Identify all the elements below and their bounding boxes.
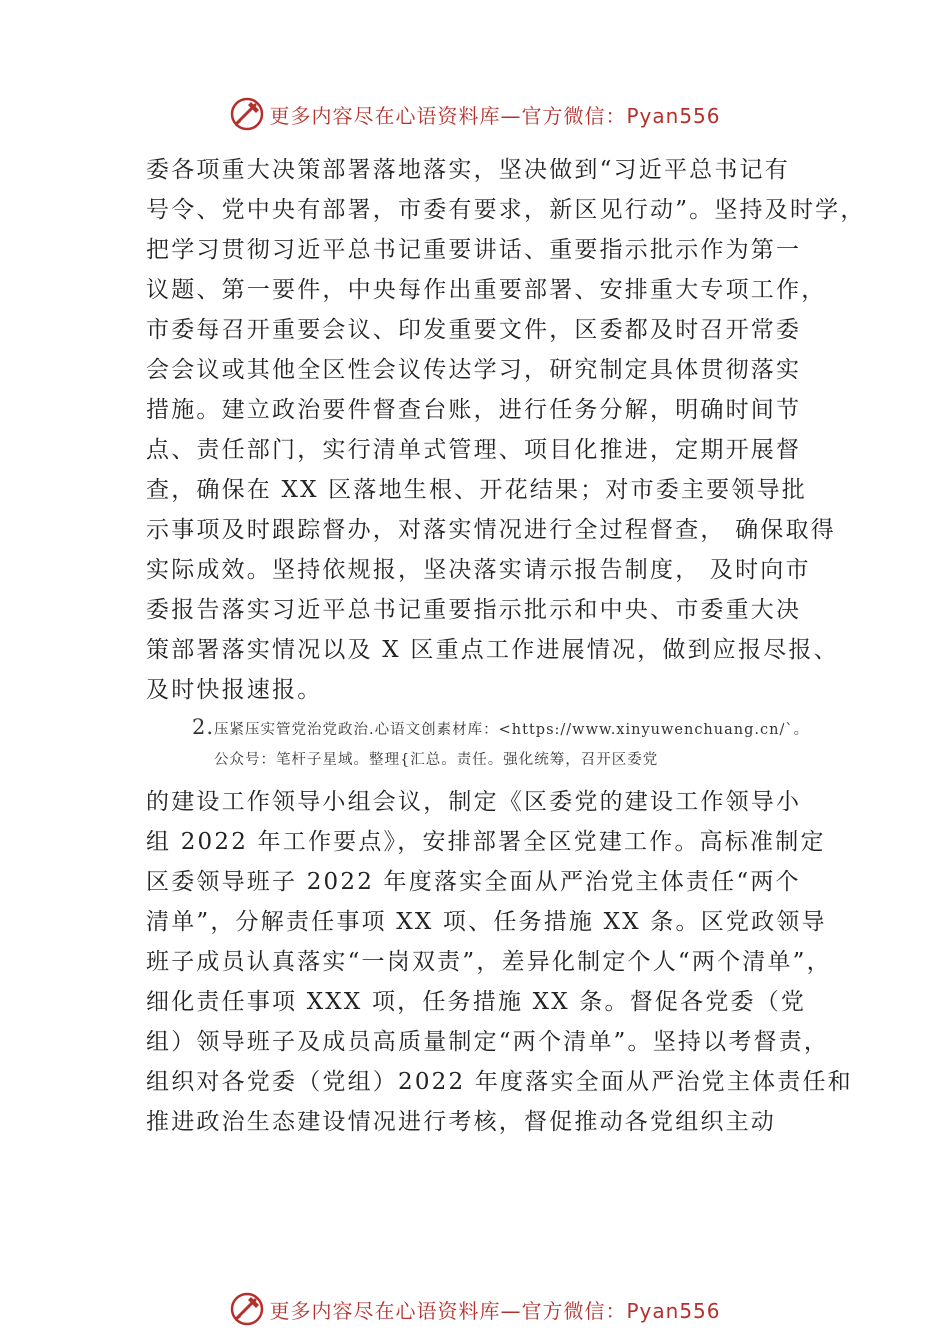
paragraph-1-line: 实际成效。坚持依规报，坚决落实请示报告制度， 及时向市 [146,557,811,583]
paragraph-1-line: 号令、党中央有部署，市委有要求，新区见行动”。坚持及时学， [146,197,866,223]
header-banner [0,92,950,136]
reference-line-1: 压紧压实管党治党政治.心语文创素材库：<https://www.xinyuwenchuang.cn/`。 [214,722,810,738]
paragraph-2 [146,782,853,1142]
paragraph-2-line: 区委领导班子 2022 年度落实全面从严治党主体责任“两个 [146,869,801,895]
header-wechat-id: Pyan556 [626,103,721,128]
paragraph-1-line: 示事项及时跟踪督办，对落实情况进行全过程督查， 确保取得 [146,517,836,543]
footer-wechat-id: Pyan556 [626,1298,721,1323]
paragraph-1-line: 市委每召开重要会议、印发重要文件，区委都及时召开常委 [146,317,802,343]
paragraph-1-line: 及时快报速报。 [146,677,323,703]
paragraph-2-line: 组织对各党委（党组）2022 年度落实全面从严治党主体责任和 [146,1069,853,1095]
footer-banner-text: 更多内容尽在心语资料库—官方微信： [269,1298,627,1323]
reference-line-2: 公众号：笔杆子星域。整理{汇总。责任。强化统筹，召开区委党 [214,752,659,768]
pen-circle-logo-icon [229,1291,265,1327]
paragraph-2-line: 细化责任事项 XXX 项，任务措施 XX 条。督促各党委（党 [146,989,807,1015]
pen-circle-logo-icon [229,96,265,132]
paragraph-1-line: 点、责任部门，实行清单式管理、项目化推进，定期开展督 [146,437,802,463]
section-number: 2. [192,715,215,739]
footer-banner [0,1287,950,1331]
paragraph-1-line: 委各项重大决策部署落地落实，坚决做到“习近平总书记有 [146,157,790,183]
header-banner-text: 更多内容尽在心语资料库—官方微信： [269,103,627,128]
paragraph-1-line: 查，确保在 XX 区落地生根、开花结果；对市委主要领导批 [146,477,807,503]
paragraph-1-line: 措施。建立政治要件督查台账，进行任务分解，明确时间节 [146,397,802,423]
paragraph-2-line: 清单”，分解责任事项 XX 项、任务措施 XX 条。区党政领导 [146,909,827,935]
paragraph-2-line: 的建设工作领导小组会议，制定《区委党的建设工作领导小 [146,789,802,815]
paragraph-1-line: 把学习贯彻习近平总书记重要讲话、重要指示批示作为第一 [146,237,802,263]
paragraph-2-line: 推进政治生态建设情况进行考核，督促推动各党组织主动 [146,1109,776,1135]
paragraph-1-line: 议题、第一要件，中央每作出重要部署、安排重大专项工作， [146,277,827,303]
paragraph-1 [146,150,866,710]
paragraph-2-line: 组 2022 年工作要点》，安排部署全区党建工作。高标准制定 [146,829,826,855]
paragraph-2-line: 组）领导班子及成员高质量制定“两个清单”。坚持以考督责， [146,1029,830,1055]
paragraph-1-line: 委报告落实习近平总书记重要指示批示和中央、市委重大决 [146,597,802,623]
paragraph-2-line: 班子成员认真落实“一岗双责”，差异化制定个人“两个清单”， [146,949,832,975]
paragraph-1-line: 策部署落实情况以及 X 区重点工作进展情况，做到应报尽报、 [146,637,839,663]
paragraph-1-line: 会会议或其他全区性会议传达学习，研究制定具体贯彻落实 [146,357,802,383]
reference-note [192,712,892,775]
